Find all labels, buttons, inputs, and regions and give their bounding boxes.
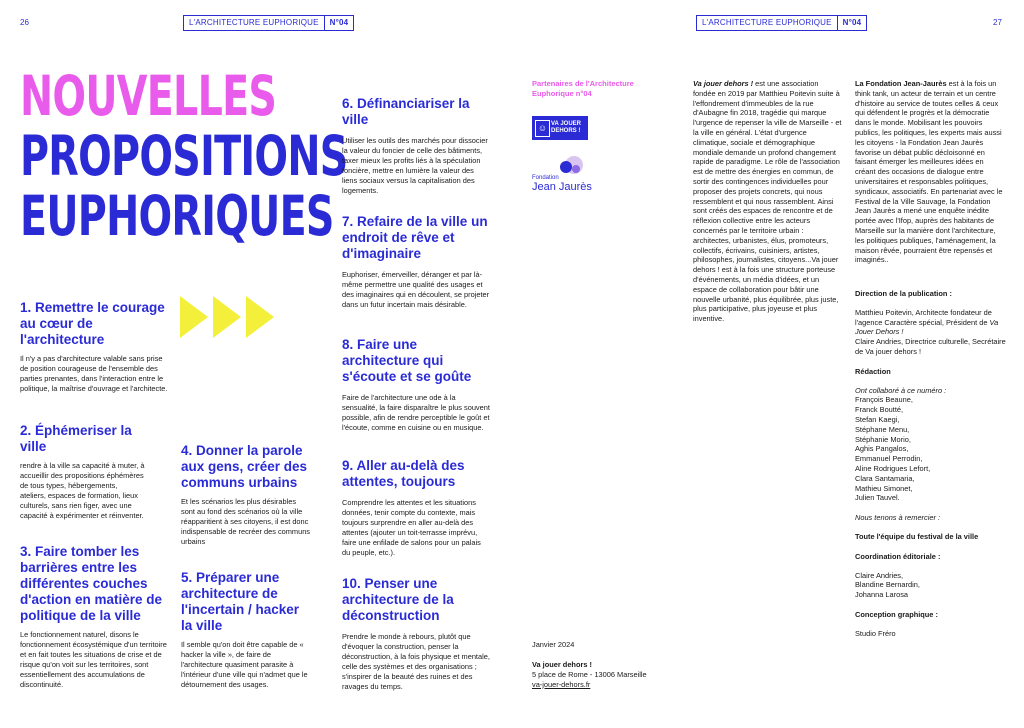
fondation-jean-jaures-logo bbox=[532, 155, 592, 195]
fjj-intro bbox=[855, 79, 1005, 265]
section-4 bbox=[181, 443, 311, 547]
section-title: 4. Donner la parole aux gens, créer des communs urbains bbox=[181, 443, 308, 490]
direction-text-1: Matthieu Poitevin, Architecte fondateur de l'agence Caractère spécial, Président de bbox=[855, 307, 992, 327]
section-title: 5. Préparer une architecture de l'incertain / hacker la ville bbox=[181, 570, 300, 633]
list-item: Clara Santamaria, bbox=[855, 473, 915, 483]
section-body: Faire de l'architecture une ode à la sensualité, la faire disparaître le plus souvent possible, afin de rendre perceptible le goût et l'écoute, comme en cuisine ou en musique. bbox=[342, 393, 490, 432]
collab-label: Ont collaboré à ce numéro : bbox=[855, 385, 947, 395]
section-1 bbox=[20, 300, 170, 394]
graphic-label: Conception graphique : bbox=[855, 609, 938, 619]
section-body: Euphoriser, émerveiller, déranger et par là-même permettre une qualité des usages et des imaginaires qui en découlent, se projeter dans un futur incertain mais désirable. bbox=[342, 270, 490, 309]
direction-italic: Va Jouer Dehors ! bbox=[855, 317, 999, 337]
direction-text-2: Claire Andries, Directrice culturelle, Secrétaire de Va jouer dehors ! bbox=[855, 337, 1006, 356]
coord-label: Coordination éditoriale : bbox=[855, 551, 941, 561]
section-title: 10. Penser une architecture de la déconstruction bbox=[342, 576, 454, 623]
list-item: Stéphanie Morio, bbox=[855, 434, 911, 444]
section-8 bbox=[342, 337, 490, 433]
section-body: rendre à la ville sa capacité à muter, à accueillir des propositions éphémères de tous types, hébergements, ateliers, espaces de formation, lieux culturels, sans rien figer, avec une capacité à expérimenter et réinventer. bbox=[20, 461, 145, 520]
section-body: Prendre le monde à rebours, plutôt que d'évoquer la construction, penser la déconstruction, à la fois physique et mentale, celle des systèmes et des organisations ; s'inspirer de la beauté des ruines et des ravages du temps. bbox=[342, 632, 490, 691]
list-item: Julien Tauvel. bbox=[855, 493, 900, 503]
redaction-label: Rédaction bbox=[855, 366, 891, 376]
logo-fjj-small: Fondation bbox=[532, 175, 559, 181]
section-body: Et les scénarios les plus désirables sont au fond des scénarios où la ville réapparitient à ses citoyens, il est donc indispensable de recréer des communs urbains bbox=[181, 497, 310, 546]
header-title: L'ARCHITECTURE EUPHORIQUE bbox=[189, 18, 319, 27]
section-2 bbox=[20, 423, 145, 521]
list-item: Claire Andries, bbox=[855, 570, 904, 580]
address-org: Va jouer dehors ! bbox=[532, 660, 592, 669]
headline-line-2: PROPOSITIONS bbox=[20, 124, 348, 188]
section-3 bbox=[20, 544, 168, 690]
direction-text bbox=[855, 308, 1010, 337]
direction-label: Direction de la publication : bbox=[855, 289, 952, 298]
list-item: Aline Rodrigues Lefort, bbox=[855, 463, 931, 473]
section-body: Il n'y a pas d'architecture valable sans prise de position courageuse de l'ensemble des parties prenantes, dans l'interaction entre le politique, la maîtrise d'ouvrage et l'architecte. bbox=[20, 354, 168, 393]
page-headline bbox=[20, 66, 348, 246]
va-jouer-dehors-logo bbox=[532, 116, 588, 140]
address-street: 5 place de Rome - 13006 Marseille bbox=[532, 669, 647, 679]
section-7 bbox=[342, 214, 490, 310]
list-item: Mathieu Simonet, bbox=[855, 483, 913, 493]
section-10 bbox=[342, 576, 490, 692]
header-issue-number: N°04 bbox=[837, 16, 867, 30]
page-number-right: 27 bbox=[993, 18, 1002, 27]
arrow-icon bbox=[246, 296, 274, 338]
section-5 bbox=[181, 570, 311, 690]
section-body: Comprendre les attentes et les situations données, tenir compte du contexte, mais toujours surprendre en aller au-delà des attentes (ajouter un toit-terrasse imprévu, faire une enfilade de salons pour un palais du peuple, etc.). bbox=[342, 498, 481, 557]
thanks-text: Toute l'équipe du festival de la ville bbox=[855, 531, 979, 541]
logo-fjj-big: Jean Jaurès bbox=[532, 181, 592, 193]
collaborators-list bbox=[855, 395, 1010, 503]
headline-line-3: EUPHORIQUES bbox=[20, 184, 334, 248]
list-item: Stéphane Menu, bbox=[855, 424, 910, 434]
coord-list bbox=[855, 571, 1010, 600]
publication-date: Janvier 2024 bbox=[532, 640, 575, 649]
list-item: François Beaune, bbox=[855, 395, 913, 405]
fjj-emblem-icon bbox=[550, 155, 590, 177]
website-link[interactable]: va-jouer-dehors.fr bbox=[532, 679, 591, 689]
vjd-name: Va jouer dehors ! bbox=[693, 79, 754, 88]
arrow-icon bbox=[180, 296, 208, 338]
section-body: Il semble qu'on doit être capable de « hacker la ville », de faire de l'architecture quasiment parasite à l'intérieur d'une ville qui n'admet que le détournement des usages. bbox=[181, 640, 308, 689]
fjj-text: est à la fois un think tank, un acteur de terrain et un centre d'histoire au service de toutes celles & ceux qui défendent le progrès et la démocratie dans le monde. Mobilisant les pouvoirs publics, les politiques, les experts mais aussi les citoyens - la Fondation Jean Jaurès favorise un débat public décloisonné en faisant émerger les meilleures idées en créant des occasions de dialogue entre universitaires et responsables politiques, syndicaux, associatifs. En partenariat avec le Festival de la Ville Sauvage, la Fondation Jean Jaurès a mené une enquête inédite portée avec l'Ifop, auprès des habitants de Marseille sur la manière dont l'architecture, les politiques publiques, l'aménagement, la maison rêvée, pourraient être repensés et imaginés.. bbox=[855, 79, 1003, 265]
list-item: Aghis Pangalos, bbox=[855, 444, 909, 454]
section-title: 9. Aller au-delà des attentes, toujours bbox=[342, 458, 465, 489]
section-title: 2. Éphémeriser la ville bbox=[20, 423, 132, 454]
people-icon: ☺ bbox=[535, 120, 550, 137]
fjj-name: La Fondation Jean-Jaurès bbox=[855, 79, 947, 88]
page-number-left: 26 bbox=[20, 18, 29, 27]
section-title: 7. Refaire de la ville un endroit de rêve et d'imaginaire bbox=[342, 214, 488, 261]
vjd-text: est une association fondée en 2019 par Matthieu Poitevin suite à l'effondrement d'immeubles de la rue d'Aubagne fin 2018, tragédie qui marque l'urgence de repenser la ville de Marseille - et la ville en général. L'état d'urgence climatique, sociale et démographique mondiale demande un profond changement rapide de paradigme. Le rôle de l'association est de mettre des énergies en commun, de sortir des contingences individuelles pour proposer des projets concrets, qui nous ressemblent et qui nous rassemblent. Ainsi sont créés des espaces de rencontre et de réflexion collective entre les acteurs concernés par le territoire urbain : architectes, urbanistes, élus, promoteurs, collectifs, écrivains, cuisiniers, artistes, philosophes, journalistes, citoyens...Va jouer dehors ! est à la fois une structure porteuse d'événements, un média d'idées, et un espace de collaboration pour bâtir une nouvelle urbanité, plus équilibrée, plus juste, plus participative, plus joyeuse et plus inventive. bbox=[693, 79, 842, 324]
list-item: Emmanuel Perrodin, bbox=[855, 454, 923, 464]
logo-text: VA JOUER DEHORS ! bbox=[551, 121, 582, 134]
list-item: Johanna Larosa bbox=[855, 590, 909, 600]
arrow-icon bbox=[213, 296, 241, 338]
header-right bbox=[696, 15, 867, 31]
section-title: 8. Faire une architecture qui s'écoute et se goûte bbox=[342, 337, 472, 384]
headline-line-1: NOUVELLES bbox=[20, 64, 277, 128]
header-left bbox=[183, 15, 354, 31]
header-issue-number: N°04 bbox=[324, 16, 354, 30]
section-9 bbox=[342, 458, 490, 558]
list-item: Blandine Bernardin, bbox=[855, 580, 920, 590]
credits-block bbox=[855, 289, 1010, 639]
section-body: Utiliser les outils des marchés pour dissocier la valeur du foncier de celle des bâtiments, taxer mieux les profits liés à la spéculation foncière, mettre en lumière la valeur des liens sociaux versus la capitalisation des logements. bbox=[342, 136, 488, 195]
graphic-name: Studio Fréro bbox=[855, 628, 896, 638]
list-item: Stefan Kaegi, bbox=[855, 414, 900, 424]
section-title: 1. Remettre le courage au cœur de l'architecture bbox=[20, 300, 165, 347]
vjd-intro bbox=[693, 79, 843, 324]
header-title: L'ARCHITECTURE EUPHORIQUE bbox=[702, 18, 832, 27]
section-title: 3. Faire tomber les barrières entre les différentes couches d'action en matière de politique de la ville bbox=[20, 544, 163, 623]
address-block bbox=[532, 660, 682, 689]
partners-title: Partenaires de l'Architecture Euphorique n°04 bbox=[532, 79, 634, 98]
section-6 bbox=[342, 96, 490, 196]
section-title: 6. Définanciariser la ville bbox=[342, 96, 470, 127]
section-body: Le fonctionnement naturel, disons le fonctionnement écosystémique d'un territoire et en fait toutes les situations de crise et de risque qu'on voit sur les territoires, sont essentiellement des accumulations de discontinuité. bbox=[20, 630, 167, 689]
list-item: Franck Boutté, bbox=[855, 405, 904, 415]
thanks-label: Nous tenons à remercier : bbox=[855, 513, 941, 523]
